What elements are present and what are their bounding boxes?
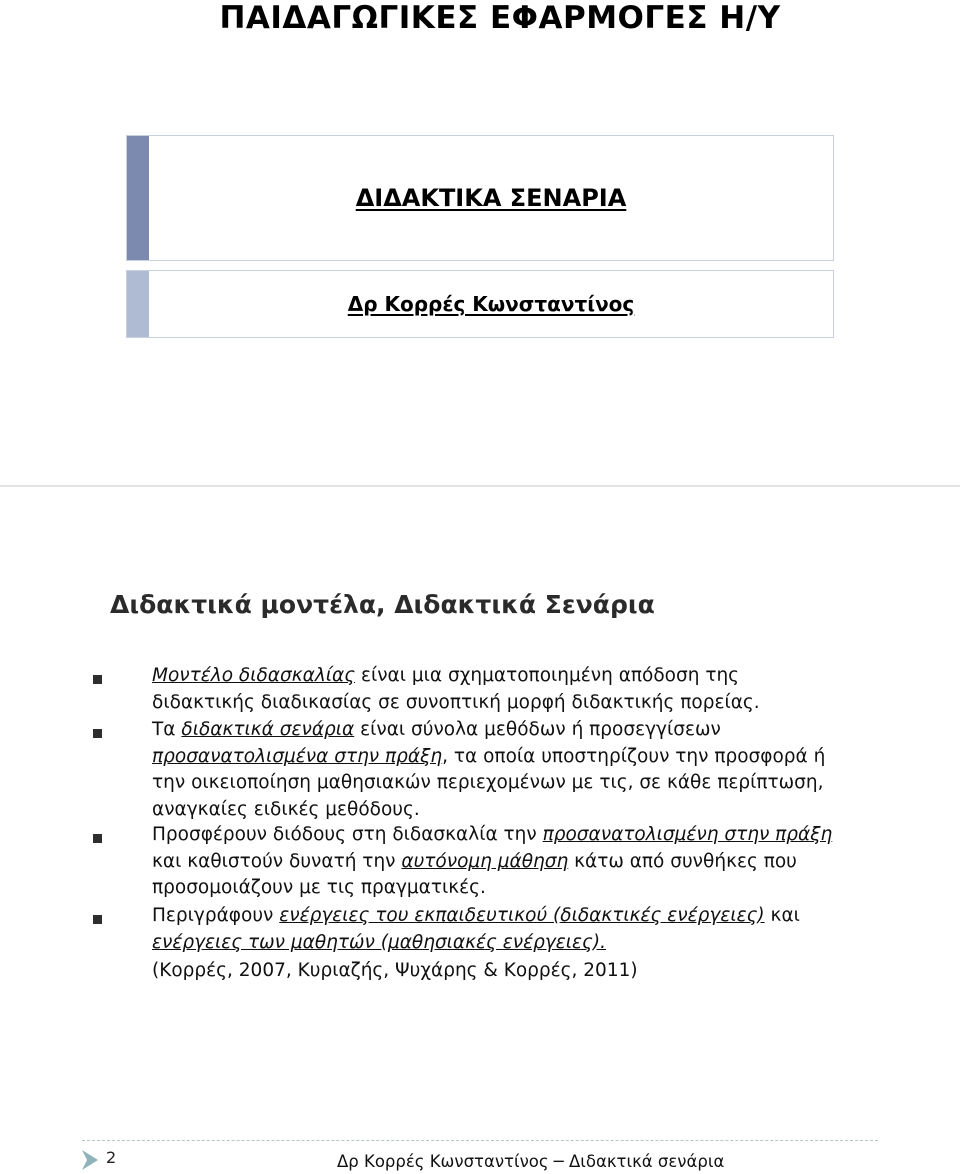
title-accent-bar xyxy=(127,136,149,260)
emphasized-phrase: ενέργειες των μαθητών (μαθησιακές ενέργειες). xyxy=(152,931,607,953)
citation: (Κορρές, 2007, Κυριαζής, Ψυχάρης & Κορρές, 2011) xyxy=(152,960,638,981)
emphasized-phrase: Μοντέλο διδασκαλίας xyxy=(152,665,356,686)
bullet-text xyxy=(152,903,842,956)
emphasized-phrase: ενέργειες του εκπαιδευτικού (διδακτικές ενέργειες) xyxy=(279,905,765,926)
slide2-title: Διδακτικά μοντέλα, Διδακτικά Σενάρια xyxy=(110,590,655,619)
emphasized-phrase: προσανατολισμένα στην πράξη xyxy=(152,745,443,767)
slide1-author: Δρ Κορρές Κωνσταντίνος xyxy=(347,292,635,316)
bullet-text xyxy=(152,717,842,823)
bullet-text-run: και καθιστούν δυνατή την xyxy=(152,850,402,872)
slide1-title-box xyxy=(126,135,834,261)
chevron-right-icon xyxy=(82,1150,98,1170)
slide1-author-box xyxy=(126,270,834,338)
author-accent-bar xyxy=(127,271,149,337)
bullet-text-run: Προσφέρουν διόδους στη διδασκαλία την xyxy=(152,824,543,845)
bullet-text-run: Τα xyxy=(152,719,182,740)
bullet-square-icon xyxy=(93,915,102,924)
slide1-title: ΔΙΔΑΚΤΙΚΑ ΣΕΝΑΡΙΑ xyxy=(355,184,627,212)
bullet-square-icon xyxy=(93,729,102,738)
bullet-square-icon xyxy=(93,675,102,684)
bullet-text xyxy=(152,822,842,902)
bullet-text xyxy=(152,663,842,716)
bullet-text-run: και xyxy=(764,905,800,926)
footer-text: Δρ Κορρές Κωνσταντίνος ─ Διδακτικά σενάρια xyxy=(337,1152,725,1171)
footer-dashed-line xyxy=(82,1140,878,1141)
bullet-text-run: είναι σύνολα μεθόδων ή προσεγγίσεων xyxy=(354,719,721,740)
emphasized-phrase: προσανατολισμένη στην πράξη xyxy=(542,824,833,845)
page-number: 2 xyxy=(106,1148,117,1167)
emphasized-phrase: αυτόνομη μάθηση xyxy=(401,850,569,872)
bullet-text-run: , τα οποία υποστηρίζουν την προσφορά ή την οικειοποίηση μαθησιακών περιεχομένων με τις, σε κάθε περίπτωση, αναγκαίες ειδικές μεθόδους. xyxy=(152,745,826,820)
document-title: ΠΑΙΔΑΓΩΓΙΚΕΣ ΕΦΑΡΜΟΓΕΣ Η/Υ xyxy=(219,0,781,36)
bullet-square-icon xyxy=(93,834,102,843)
slide-divider xyxy=(0,485,960,487)
emphasized-phrase: διδακτικά σενάρια xyxy=(181,719,355,740)
bullet-text-run: είναι μια σχηματοποιημένη απόδοση της διδακτικής διαδικασίας σε συνοπτική μορφή διδακτικής πορείας. xyxy=(152,665,760,713)
bullet-text-run: Περιγράφουν xyxy=(152,905,280,926)
bullet-text-run: κάτω από συνθήκες που προσομοιάζουν με τις πραγματικές. xyxy=(152,850,797,898)
